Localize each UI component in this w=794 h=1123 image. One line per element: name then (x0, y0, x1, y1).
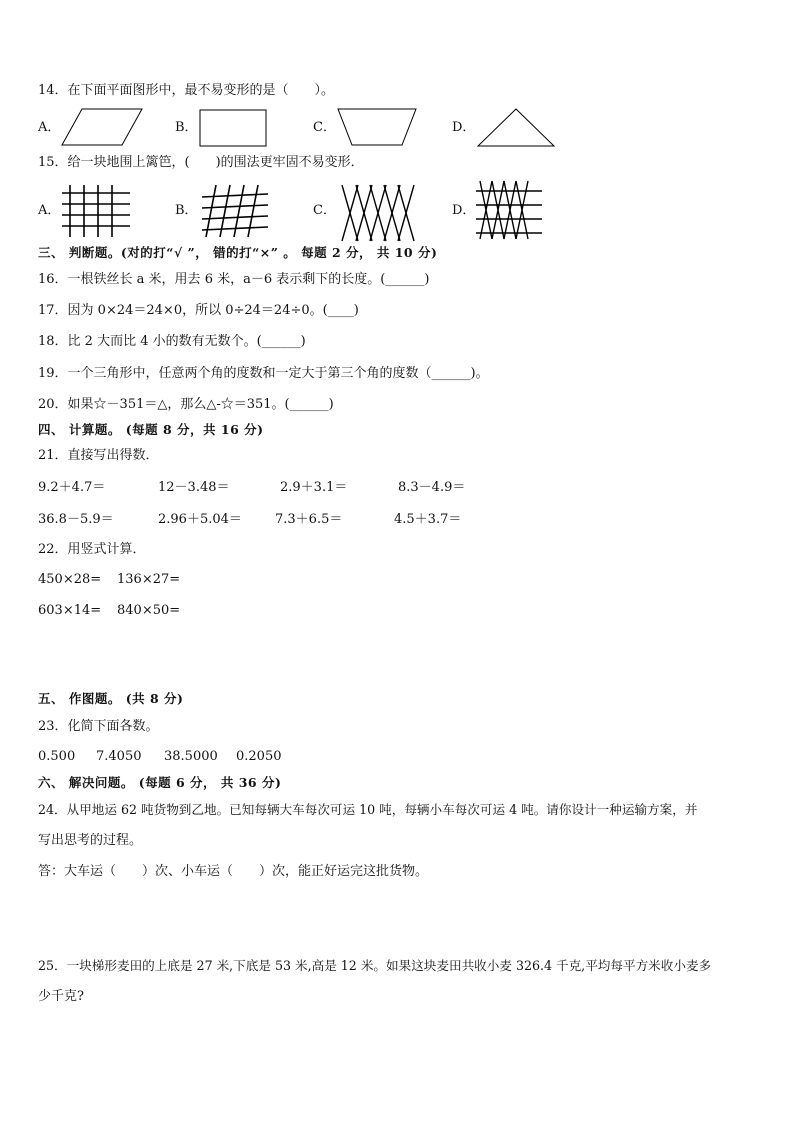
q21-expr: 7.3＋6.5＝ (275, 512, 343, 527)
q24-line-1: 24．从甲地运 62 吨货物到乙地。已知每辆大车每次可运 10 吨，每辆小车每次可运 4 吨。请你设计一种运输方案，并 (38, 802, 698, 817)
q15-option-b-label: B． (175, 203, 198, 218)
q23-number: 0.500 (38, 749, 76, 764)
q23-number: 0.2050 (236, 749, 282, 764)
section5-title: 五、 作图题。 (共 8 分) (38, 691, 184, 706)
section3-title: 三、 判断题。(对的打“√ ”， 错的打“×” 。 每题 2 分， 共 10 分) (38, 245, 438, 260)
q19: 19．一个三角形中，任意两个角的度数和一定大于第三个角的度数（______)。 (38, 366, 489, 381)
q21-expr: 2.96＋5.04＝ (158, 512, 242, 527)
q23-stem: 23．化简下面各数。 (38, 719, 159, 734)
q22-expr: 840×50= (117, 603, 181, 618)
section4-title: 四、 计算题。 (每题 8 分，共 16 分) (38, 422, 264, 437)
q21-expr: 9.2＋4.7＝ (38, 480, 106, 495)
q14-parallelogram-figure (60, 107, 144, 147)
q22-expr: 603×14= (38, 603, 102, 618)
q15-option-d-label: D． (452, 203, 476, 218)
q14-trapezoid-figure (336, 107, 420, 147)
q21-expr: 4.5＋3.7＝ (394, 512, 462, 527)
q24-line-2: 写出思考的过程。 (38, 833, 143, 848)
q15-slanted-grid-fence-figure (198, 183, 272, 239)
q24-answer-line: 答：大车运（ ）次、小车运（ ）次，能正好运完这批货物。 (38, 864, 429, 879)
q21-stem: 21．直接写出得数． (38, 448, 159, 463)
q21-expr: 8.3－4.9＝ (398, 480, 466, 495)
q14-option-b-label: B． (175, 120, 198, 135)
q15-crossed-fence-figure (336, 183, 422, 243)
q15-stem: 15．给一块地围上篱笆，( )的围法更牢固不易变形． (38, 155, 364, 170)
q22-expr: 136×27= (117, 572, 181, 587)
q14-rectangle-figure (198, 108, 270, 148)
q15-option-c-label: C． (313, 203, 336, 218)
q21-expr: 12－3.48＝ (158, 480, 230, 495)
q25-line-1: 25．一块梯形麦田的上底是 27 米,下底是 53 米,高是 12 米。如果这块麦田共收小麦 326.4 千克,平均每平方米收小麦多 (38, 958, 712, 973)
q15-crossed-fence-bars-figure (474, 179, 546, 241)
q14-option-d-label: D． (452, 120, 476, 135)
q21-expr: 2.9＋3.1＝ (280, 480, 348, 495)
q23-number: 7.4050 (96, 749, 142, 764)
q23-number: 38.5000 (164, 749, 218, 764)
q21-expr: 36.8－5.9＝ (38, 512, 114, 527)
q22-stem: 22．用竖式计算． (38, 542, 146, 557)
section6-title: 六、 解决问题。 (每题 6 分， 共 36 分) (38, 775, 282, 790)
q14-option-c-label: C． (313, 120, 336, 135)
q14-triangle-figure (476, 107, 556, 149)
q15-square-grid-fence-figure (60, 183, 132, 239)
q25-line-2: 少千克? (38, 989, 84, 1004)
q22-expr: 450×28= (38, 572, 102, 587)
q14-option-a-label: A． (38, 120, 61, 135)
q18: 18．比 2 大而比 4 小的数有无数个。(______) (38, 334, 306, 349)
q14-stem: 14．在下面平面图形中，最不易变形的是（ ）。 (38, 83, 335, 98)
q15-option-a-label: A． (38, 203, 61, 218)
q20: 20．如果☆－351＝△，那么△-☆＝351。(______) (38, 397, 334, 412)
q16: 16．一根铁丝长 a 米，用去 6 米，a－6 表示剩下的长度。(______) (38, 272, 430, 287)
q17: 17．因为 0×24＝24×0，所以 0÷24＝24÷0。(____) (38, 303, 359, 318)
